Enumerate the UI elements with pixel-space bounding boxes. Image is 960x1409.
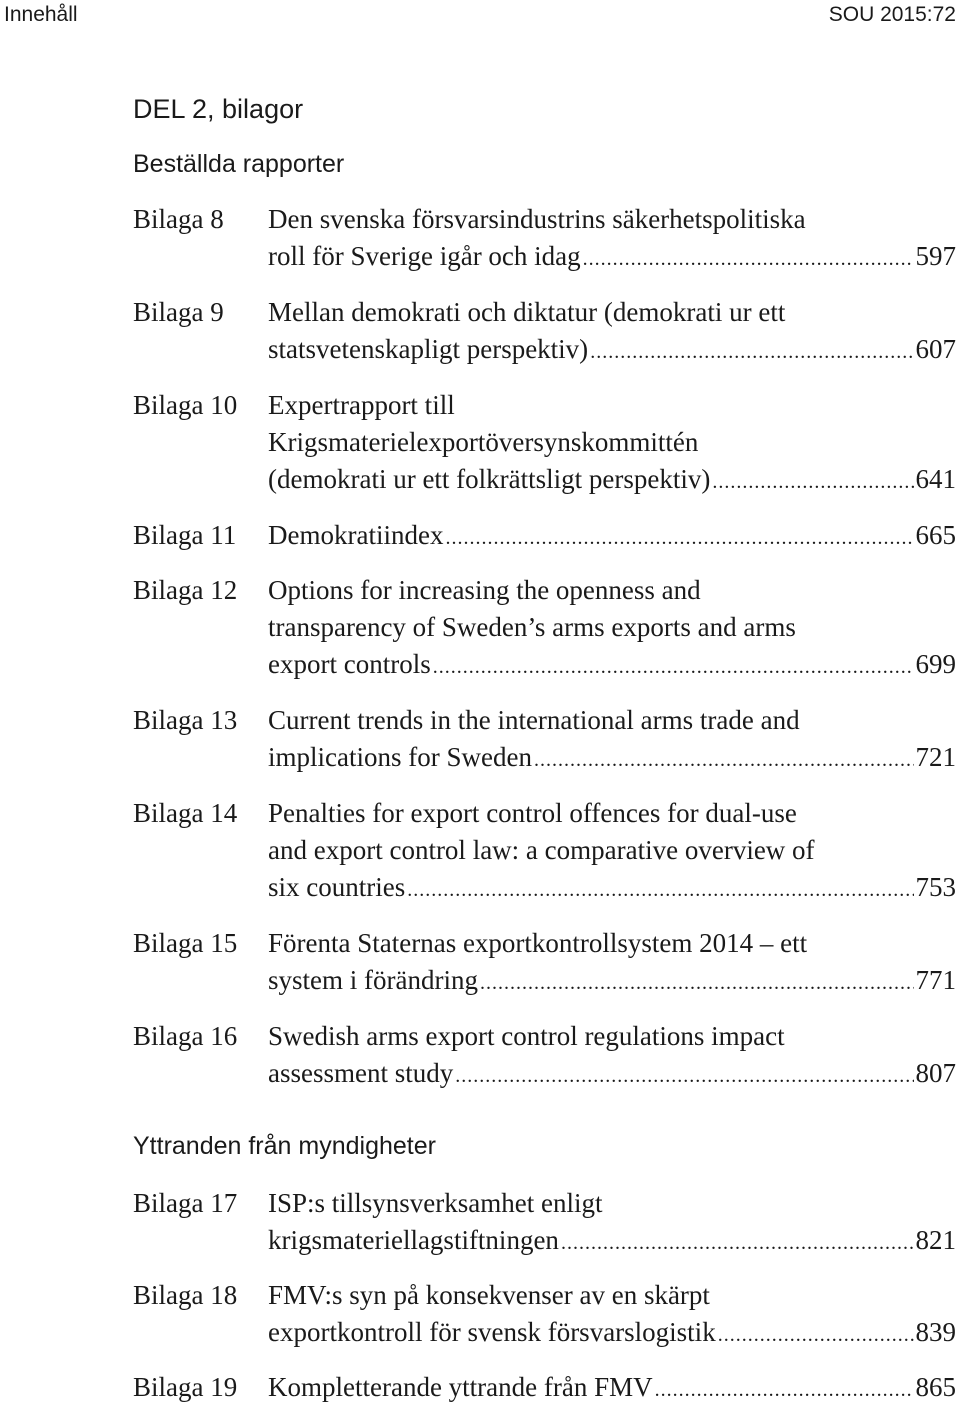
entry-title-line: FMV:s syn på konsekvenser av en skärpt [268, 1280, 710, 1310]
entry-title-line: roll för Sverige igår och idag [268, 241, 581, 271]
dot-leader [407, 872, 913, 909]
appendix-number: Bilaga 18 [133, 1280, 238, 1310]
entry-last-line [268, 331, 956, 368]
page-number[interactable]: 839 [915, 1317, 956, 1347]
entry-last-line [268, 962, 956, 999]
appendix-number: Bilaga 13 [133, 705, 238, 735]
dot-leader [534, 742, 914, 779]
part-title: DEL 2, bilagor [133, 94, 304, 124]
entry-title-line: six countries [268, 872, 406, 902]
entry-title [268, 572, 956, 683]
entry-title [268, 294, 956, 368]
entry-title-line: transparency of Sweden’s arms exports and arms [268, 612, 796, 642]
entry-title-line: Demokratiindex [268, 520, 444, 550]
dot-leader [583, 241, 914, 278]
appendix-number: Bilaga 15 [133, 928, 238, 958]
entry-last-line [268, 646, 956, 683]
dot-leader [590, 334, 913, 371]
appendix-number: Bilaga 16 [133, 1021, 238, 1051]
dot-leader [433, 649, 914, 686]
entry-title-line: Den svenska försvarsindustrins säkerhetspolitiska [268, 204, 806, 234]
entry-title-line: Expertrapport till [268, 390, 455, 420]
entry-title-line: ISP:s tillsynsverksamhet enligt [268, 1188, 603, 1218]
entry-title [268, 1369, 956, 1406]
running-header [0, 0, 960, 30]
appendix-number: Bilaga 9 [133, 297, 224, 327]
entry-title [268, 517, 956, 554]
entry-last-line [268, 461, 956, 498]
entry-last-line [268, 1369, 956, 1406]
appendix-number: Bilaga 10 [133, 390, 238, 420]
page-number[interactable]: 699 [915, 649, 956, 679]
entry-title-line: Options for increasing the openness and [268, 575, 701, 605]
appendix-number: Bilaga 12 [133, 575, 238, 605]
appendix-number: Bilaga 17 [133, 1188, 238, 1218]
entry-last-line [268, 238, 956, 275]
entry-last-line [268, 739, 956, 776]
entry-title-line: Penalties for export control offences for dual-use [268, 798, 797, 828]
dot-leader [718, 1317, 914, 1354]
entry-last-line [268, 869, 956, 906]
entry-last-line [268, 1222, 956, 1259]
page-number[interactable]: 597 [915, 241, 956, 271]
dot-leader [455, 1058, 913, 1095]
entry-title-line: statsvetenskapligt perspektiv) [268, 334, 589, 364]
entry-title-line: Krigsmaterielexportöversynskommittén [268, 427, 699, 457]
entry-title-line: and export control law: a comparative overview of [268, 835, 815, 865]
entry-title-line: (demokrati ur ett folkrättsligt perspektiv) [268, 464, 711, 494]
entry-title-line: Swedish arms export control regulations impact [268, 1021, 785, 1051]
entry-title-line: Förenta Staternas exportkontrollsystem 2014 – ett [268, 928, 808, 958]
header-right-text: SOU 2015:72 [828, 3, 956, 26]
page-number[interactable]: 821 [915, 1225, 956, 1255]
dot-leader [561, 1225, 914, 1262]
page-number[interactable]: 865 [915, 1372, 956, 1402]
entry-last-line [268, 1314, 956, 1351]
page-number[interactable]: 807 [915, 1058, 956, 1088]
page-number[interactable]: 665 [915, 520, 956, 550]
entry-title-line: Kompletterande yttrande från FMV [268, 1372, 653, 1402]
entry-title [268, 201, 956, 275]
appendix-number: Bilaga 11 [133, 520, 237, 550]
entry-title-line: krigsmateriellagstiftningen [268, 1225, 559, 1255]
section-heading: Yttranden från myndigheter [133, 1132, 436, 1160]
entry-title [268, 795, 956, 906]
entry-title-line: Mellan demokrati och diktatur (demokrati ur ett [268, 297, 786, 327]
entry-title-line: system i förändring [268, 965, 478, 995]
dot-leader [480, 965, 914, 1002]
entry-title-line: assessment study [268, 1058, 454, 1088]
entry-title-line: Current trends in the international arms trade and [268, 705, 800, 735]
entry-title [268, 925, 956, 999]
dot-leader [655, 1372, 914, 1409]
entry-title [268, 702, 956, 776]
page-number[interactable]: 771 [915, 965, 956, 995]
entry-last-line [268, 517, 956, 554]
entry-title [268, 1277, 956, 1351]
entry-title [268, 387, 956, 498]
entry-title-line: exportkontroll för svensk försvarslogistik [268, 1317, 716, 1347]
page-number[interactable]: 721 [915, 742, 956, 772]
section-heading: Beställda rapporter [133, 150, 345, 178]
appendix-number: Bilaga 14 [133, 798, 238, 828]
entry-last-line [268, 1055, 956, 1092]
entry-title [268, 1018, 956, 1092]
appendix-number: Bilaga 19 [133, 1372, 238, 1402]
dot-leader [712, 464, 913, 501]
page-number[interactable]: 607 [915, 334, 956, 364]
entry-title [268, 1185, 956, 1259]
header-left-text: Innehåll [4, 3, 78, 26]
appendix-number: Bilaga 8 [133, 204, 224, 234]
page-number[interactable]: 641 [915, 464, 956, 494]
page-number[interactable]: 753 [915, 872, 956, 902]
entry-title-line: implications for Sweden [268, 742, 532, 772]
entry-title-line: export controls [268, 649, 431, 679]
dot-leader [445, 520, 913, 557]
